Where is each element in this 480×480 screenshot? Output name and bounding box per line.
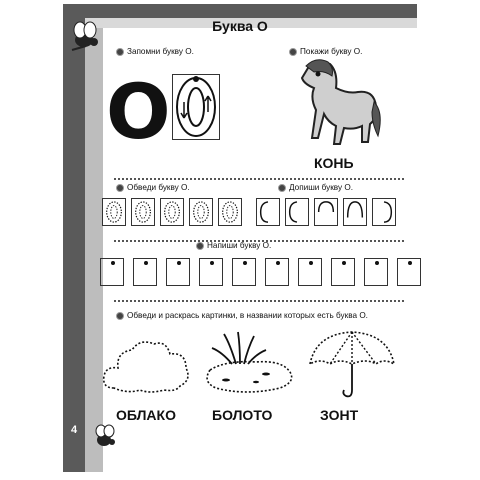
start-dot (144, 261, 148, 265)
start-dot (375, 261, 379, 265)
start-dot (408, 261, 412, 265)
write-box[interactable] (397, 258, 421, 286)
start-dot (111, 261, 115, 265)
trace-letter-frame (172, 74, 220, 140)
picture-label: ОБЛАКО (116, 407, 176, 423)
picture-label: ЗОНТ (320, 407, 359, 423)
write-box[interactable] (100, 258, 124, 286)
write-box[interactable] (133, 258, 157, 286)
top-band (63, 4, 417, 18)
start-dot (243, 261, 247, 265)
start-dot (210, 261, 214, 265)
bee-icon (90, 424, 122, 450)
write-label: Напиши букву О. (196, 241, 271, 250)
show-label: Покажи букву О. (289, 47, 362, 56)
bullet-icon (116, 184, 124, 192)
finish-box[interactable] (314, 198, 338, 226)
page-title: Буква О (212, 18, 268, 34)
finish-box[interactable] (256, 198, 280, 226)
bullet-icon (278, 184, 286, 192)
divider (114, 300, 404, 302)
write-box[interactable] (265, 258, 289, 286)
write-box[interactable] (331, 258, 355, 286)
trace-box[interactable] (102, 198, 126, 226)
page-edge-light (85, 4, 103, 472)
trace-label: Обведи букву О. (116, 183, 190, 192)
big-letter: O (106, 67, 171, 156)
remember-label: Запомни букву О. (116, 47, 194, 56)
write-box[interactable] (232, 258, 256, 286)
finish-label: Допиши букву О. (278, 183, 353, 192)
write-box[interactable] (298, 258, 322, 286)
trace-box[interactable] (131, 198, 155, 226)
write-box[interactable] (199, 258, 223, 286)
start-dot (177, 261, 181, 265)
cloud-icon (100, 336, 192, 396)
finish-box[interactable] (343, 198, 367, 226)
color-label: Обведи и раскрась картинки, в названии которых есть буква О. (116, 311, 368, 320)
start-dot (309, 261, 313, 265)
trace-box[interactable] (189, 198, 213, 226)
page-number: 4 (70, 424, 78, 436)
write-box[interactable] (166, 258, 190, 286)
bullet-icon (289, 48, 297, 56)
page-edge-dark (63, 4, 85, 472)
bullet-icon (196, 242, 204, 250)
picture-label: БОЛОТО (212, 407, 273, 423)
start-dot (276, 261, 280, 265)
umbrella-icon (306, 328, 398, 400)
trace-box[interactable] (218, 198, 242, 226)
finish-box[interactable] (285, 198, 309, 226)
bullet-icon (116, 48, 124, 56)
finish-box[interactable] (372, 198, 396, 226)
start-dot (342, 261, 346, 265)
write-box[interactable] (364, 258, 388, 286)
horse-icon (288, 58, 384, 150)
trace-box[interactable] (160, 198, 184, 226)
swamp-icon (196, 330, 300, 396)
outline-o-icon (172, 74, 220, 140)
divider (114, 178, 404, 180)
horse-word: КОНЬ (314, 155, 354, 171)
bullet-icon (116, 312, 124, 320)
